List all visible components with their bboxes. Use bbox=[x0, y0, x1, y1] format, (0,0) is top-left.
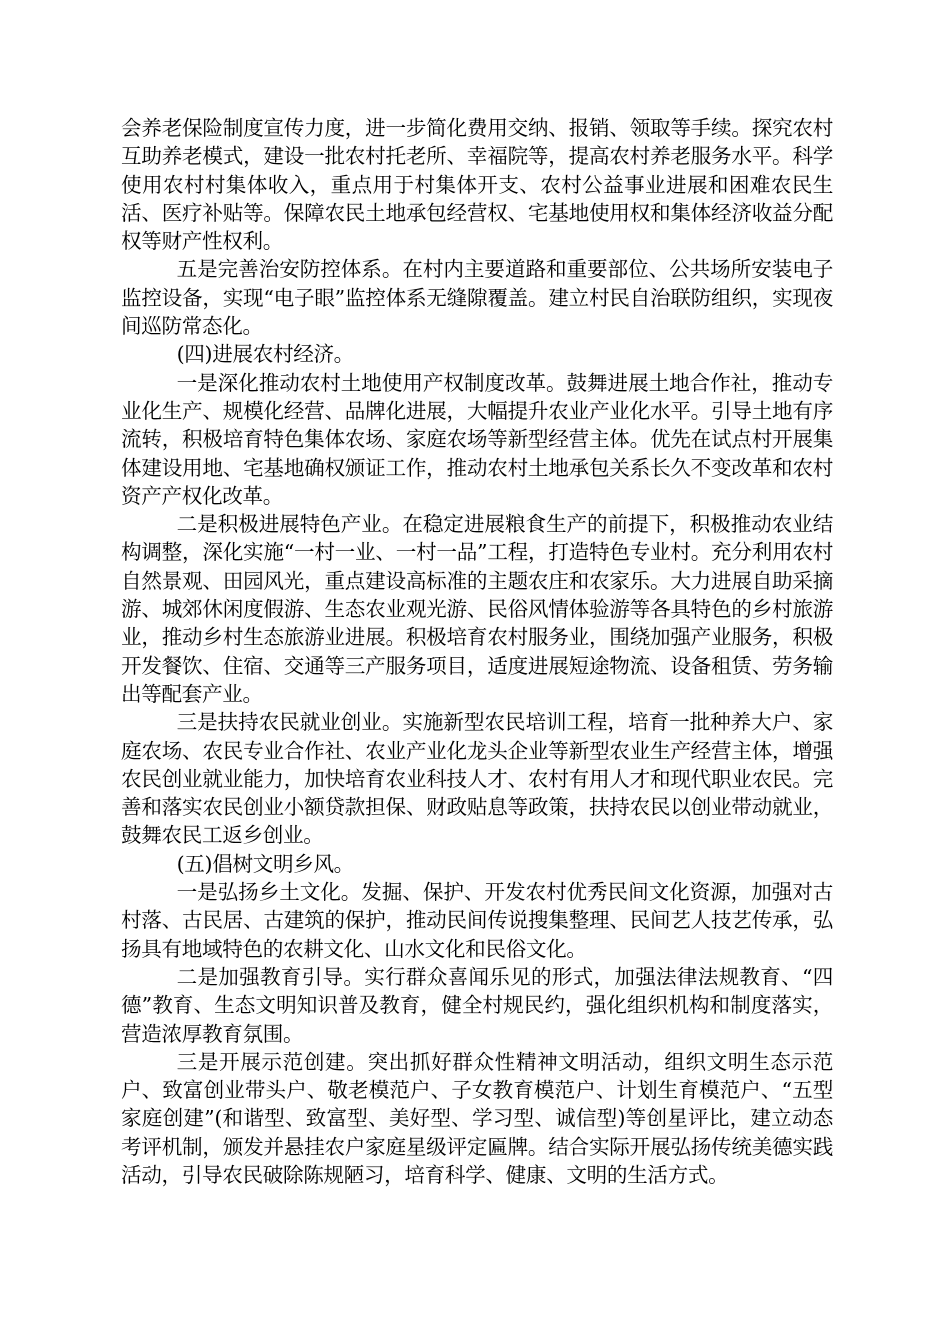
paragraph-land-reform: 一是深化推动农村土地使用产权制度改革。鼓舞进展土地合作社，推动专业化生产、规模化经营、品牌化进展，大幅提升农业产业化水平。引导土地有序流转，积极培育特色集体农场、家庭农场等新型经营主体。优先在试点村开展集体建设用地、宅基地确权颁证工作，推动农村土地承包关系长久不变改革和农村资产产权化改革。 bbox=[121, 370, 833, 508]
paragraph-employment-support: 三是扶持农民就业创业。实施新型农民培训工程，培育一批种养大户、家庭农场、农民专业合作社、农业产业化龙头企业等新型农业生产经营主体，增强农民创业就业能力，加快培育农业科技人才、农村有用人才和现代职业农民。完善和落实农民创业小额贷款担保、财政贴息等政策，扶持农民以创业带动就业，鼓舞农民工返乡创业。 bbox=[121, 710, 833, 848]
paragraph-local-culture: 一是弘扬乡土文化。发掘、保护、开发农村优秀民间文化资源，加强对古村落、古民居、古建筑的保护，推动民间传说搜集整理、民间艺人技艺传承，弘扬具有地域特色的农耕文化、山水文化和民俗文化。 bbox=[121, 880, 833, 961]
paragraph-model-creation: 三是开展示范创建。突出抓好群众性精神文明活动，组织文明生态示范户、致富创业带头户、敬老模范户、子女教育模范户、计划生育模范户、“五型家庭创建”(和谐型、致富型、美好型、学习型、诚信型)等创星评比，建立动态考评机制，颁发并悬挂农户家庭星级评定匾牌。结合实际开展弘扬传统美德实践活动，引导农民破除陈规陋习，培育科学、健康、文明的生活方式。 bbox=[121, 1049, 833, 1187]
paragraph-education-guidance: 二是加强教育引导。实行群众喜闻乐见的形式，加强法律法规教育、“四德”教育、生态文明知识普及教育，健全村规民约，强化组织机构和制度落实，营造浓厚教育氛围。 bbox=[121, 964, 833, 1046]
paragraph-pension-continued: 会养老保险制度宣传力度，进一步简化费用交纳、报销、领取等手续。探究农村互助养老模式，建设一批农村托老所、幸福院等，提高农村养老服务水平。科学使用农村村集体收入，重点用于村集体开支、农村公益事业进展和困难农民生活、医疗补贴等。保障农民土地承包经营权、宅基地使用权和集体经济收益分配权等财产性权利。 bbox=[121, 116, 833, 254]
paragraph-featured-industry: 二是积极进展特色产业。在稳定进展粮食生产的前提下，积极推动农业结构调整，深化实施“一村一业、一村一品”工程，打造特色专业村。充分利用农村自然景观、田园风光，重点建设高标准的主题农庄和农家乐。大力进展自助采摘游、城郊休闲度假游、生态农业观光游、民俗风情体验游等各具特色的乡村旅游业，推动乡村生态旅游业进展。积极培育农村服务业，围绕加强产业服务，积极开发餐饮、住宿、交通等三产服务项目，适度进展短途物流、设备租赁、劳务输出等配套产业。 bbox=[121, 512, 833, 706]
document-page bbox=[121, 114, 833, 1189]
section-heading-civilized-customs: (五)倡树文明乡风。 bbox=[176, 851, 354, 876]
section-heading-rural-economy: (四)进展农村经济。 bbox=[176, 342, 354, 367]
paragraph-security-system: 五是完善治安防控体系。在村内主要道路和重要部位、公共场所安装电子监控设备，实现“电子眼”监控体系无缝隙覆盖。建立村民自治联防组织，实现夜间巡防常态化。 bbox=[121, 257, 833, 339]
